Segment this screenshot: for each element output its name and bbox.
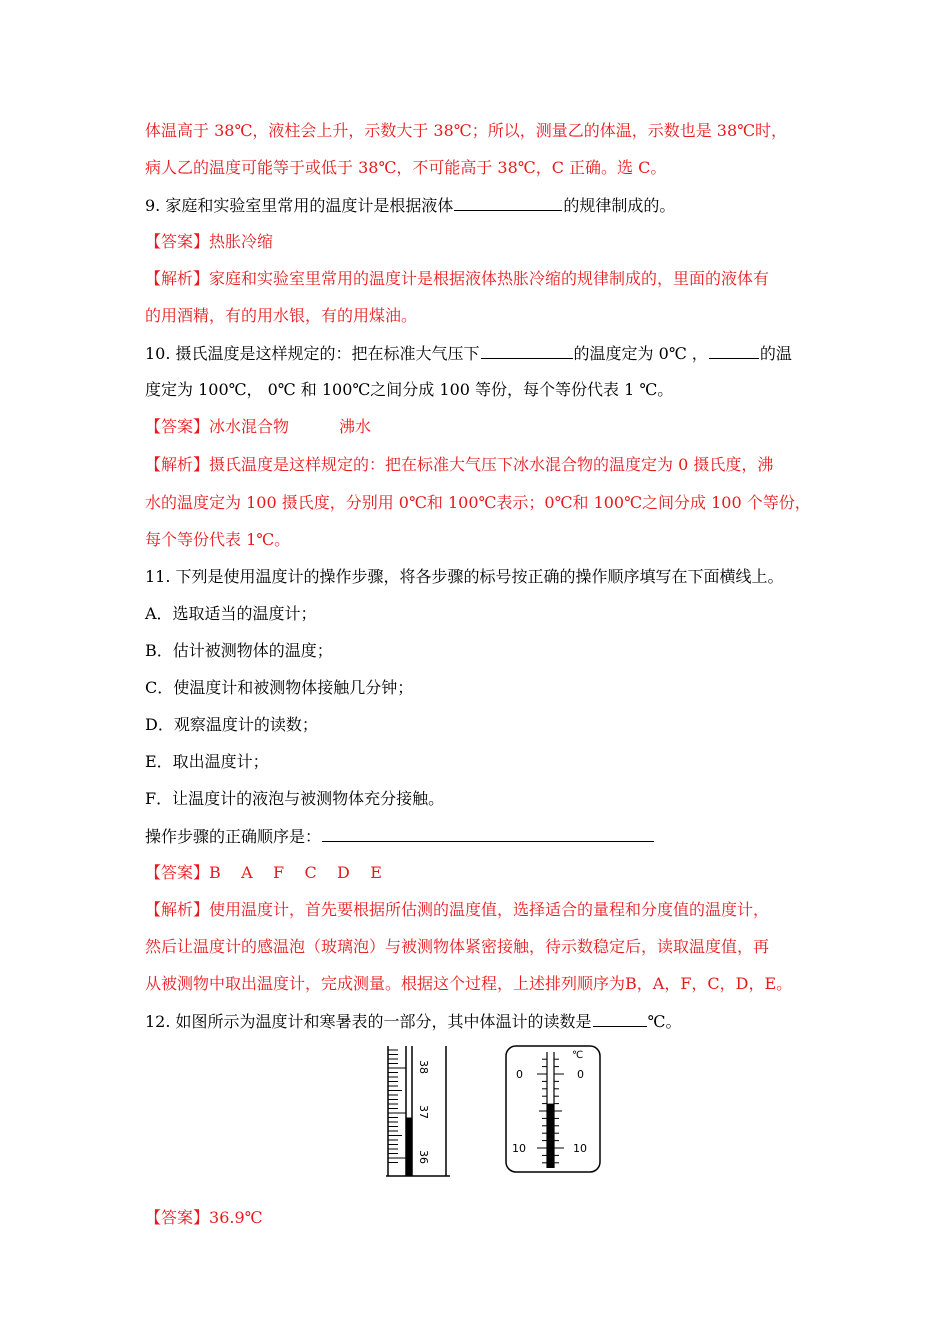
q11-analysis-line-1 xyxy=(145,899,769,921)
q10-stem-a: 10. 摄氏温度是这样规定的：把在标准大气压下 xyxy=(145,344,480,363)
wall-label-right-10: 10 xyxy=(573,1142,587,1155)
q9-analysis-line-2: 的用酒精，有的用水银，有的用煤油。 xyxy=(145,306,418,325)
q9-stem-before: 9. 家庭和实验室里常用的温度计是根据液体 xyxy=(145,196,454,215)
q10-answer-1: 冰水混合物 xyxy=(209,417,290,436)
q10-answer xyxy=(145,416,371,438)
q10-answer-2: 沸水 xyxy=(339,417,372,436)
q10-analysis-line-2: 水的温度定为 100 摄氏度，分别用 0℃和 100℃表示；0℃和 100℃之间分成 100 个等份， xyxy=(145,493,811,512)
clinical-thermometer-figure xyxy=(380,1046,452,1178)
q11-option-e: E．取出温度计； xyxy=(145,752,269,771)
q10-stem-line-2: 度定为 100℃， 0℃ 和 100℃之间分成 100 等份，每个等份代表 1 ℃。 xyxy=(145,380,674,399)
wall-unit-label: ℃ xyxy=(572,1050,584,1061)
q8-analysis-line-2: 病人乙的温度可能等于或低于 38℃，不可能高于 38℃，C 正确。选 C。 xyxy=(145,158,667,177)
wall-label-left-10: 10 xyxy=(512,1142,526,1155)
q12-answer-text: 36.9℃ xyxy=(209,1208,263,1227)
q11-option-b: B．估计被测物体的温度； xyxy=(145,641,333,660)
clinical-mercury-column xyxy=(406,1118,412,1177)
wall-thermometer-figure xyxy=(502,1044,604,1176)
q11-option-a: A．选取适当的温度计； xyxy=(145,604,317,623)
q10-blank-2 xyxy=(709,342,759,359)
answer-tag: 【答案】 xyxy=(145,417,210,436)
wall-label-right-0: 0 xyxy=(577,1068,584,1081)
q11-order-line xyxy=(145,825,655,848)
q8-analysis-line-1: 体温高于 38℃，液柱会上升，示数大于 38℃；所以，测量乙的体温，示数也是 38℃时， xyxy=(145,121,788,140)
q12-blank xyxy=(593,1010,647,1027)
q10-stem-b: 的温度定为 0℃ ， xyxy=(573,344,708,363)
clinical-label-36: 36 xyxy=(417,1150,430,1164)
q12-stem xyxy=(145,1010,681,1033)
q10-analysis-line-3: 每个等份代表 1℃。 xyxy=(145,530,291,549)
q11-order-blank xyxy=(322,825,654,842)
q9-stem-after: 的规律制成的。 xyxy=(563,196,676,215)
q9-blank xyxy=(454,194,562,211)
q9-stem xyxy=(145,194,675,217)
q9-answer-text: 热胀冷缩 xyxy=(209,232,274,251)
q12-stem-before: 12. 如图所示为温度计和寒暑表的一部分，其中体温计的读数是 xyxy=(145,1012,592,1031)
q9-answer xyxy=(145,231,273,253)
analysis-tag: 【解析】 xyxy=(145,269,210,288)
clinical-label-38: 38 xyxy=(417,1060,430,1074)
q11-analysis-line-3: 从被测物中取出温度计，完成测量。根据这个过程，上述排列顺序为B，A，F，C，D，E。 xyxy=(145,974,793,993)
answer-tag: 【答案】 xyxy=(145,1208,210,1227)
q10-analysis-line-1 xyxy=(145,454,773,476)
analysis-tag: 【解析】 xyxy=(145,900,210,919)
answer-tag: 【答案】 xyxy=(145,863,210,882)
q11-stem: 11. 下列是使用温度计的操作步骤，将各步骤的标号按正确的操作顺序填写在下面横线上。 xyxy=(145,567,784,586)
q12-stem-after: ℃。 xyxy=(647,1012,682,1031)
answer-tag: 【答案】 xyxy=(145,232,210,251)
wall-label-left-0: 0 xyxy=(516,1068,523,1081)
q11-option-d: D．观察温度计的读数； xyxy=(145,715,318,734)
q10-stem-line-1 xyxy=(145,342,792,365)
q9-analysis-text-1: 家庭和实验室里常用的温度计是根据液体热胀冷缩的规律制成的，里面的液体有 xyxy=(209,269,770,288)
clinical-label-37: 37 xyxy=(417,1105,430,1119)
q10-stem-c: 的温 xyxy=(759,344,792,363)
q11-order-label: 操作步骤的正确顺序是： xyxy=(145,827,322,846)
q10-blank-1 xyxy=(481,342,573,359)
q11-option-c: C．使温度计和被测物体接触几分钟； xyxy=(145,678,414,697)
q11-answer xyxy=(145,862,382,884)
q11-answer-text: B A F C D E xyxy=(209,863,382,882)
wall-liquid-column xyxy=(547,1104,554,1168)
q11-analysis-text-1: 使用温度计，首先要根据所估测的温度值，选择适合的量程和分度值的温度计， xyxy=(209,900,770,919)
q11-analysis-line-2: 然后让温度计的感温泡（玻璃泡）与被测物体紧密接触，待示数稳定后，读取温度值，再 xyxy=(145,937,770,956)
analysis-tag: 【解析】 xyxy=(145,455,210,474)
q9-analysis-line-1 xyxy=(145,268,769,290)
q10-analysis-text-1: 摄氏温度是这样规定的：把在标准大气压下冰水混合物的温度定为 0 摄氏度，沸 xyxy=(209,455,774,474)
q11-option-f: F．让温度计的液泡与被测物体充分接触。 xyxy=(145,789,445,808)
q12-answer xyxy=(145,1207,263,1229)
